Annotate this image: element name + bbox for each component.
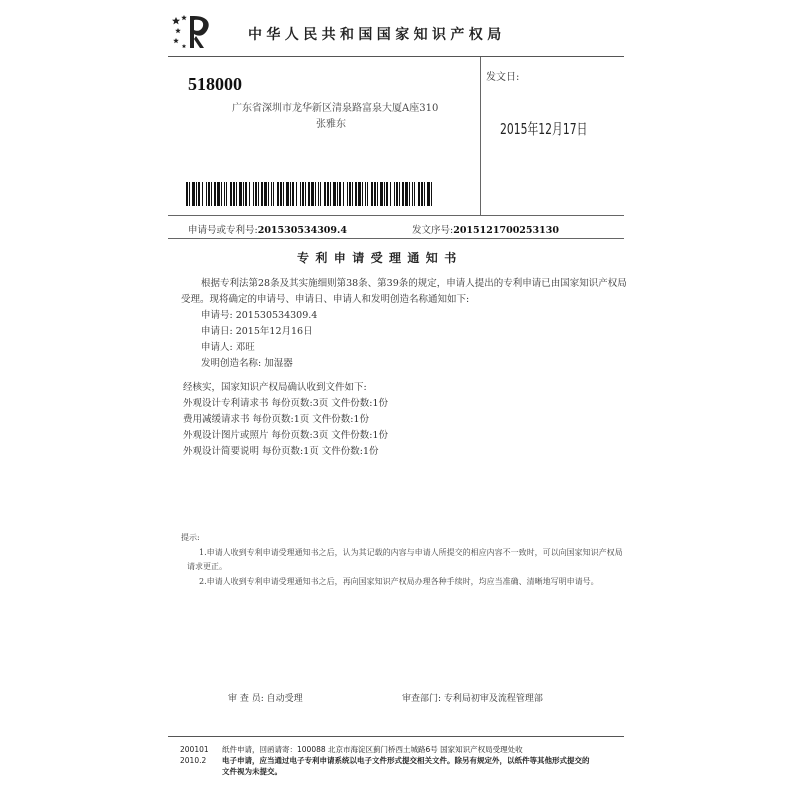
received-file-item: 外观设计专利请求书 每份页数:3页 文件份数:1份 bbox=[183, 398, 389, 409]
received-file-item: 费用减缓请求书 每份页数:1页 文件份数:1份 bbox=[183, 414, 370, 425]
examining-department-line: 审查部门: 专利局初审及流程管理部 bbox=[402, 694, 543, 704]
footer-form-version: 2010.2 bbox=[180, 756, 207, 765]
footer-paper-filing-note: 纸件申请，回函请寄：100088 北京市海淀区蓟门桥西土城路6号 国家知识产权局受理处收 bbox=[222, 745, 523, 754]
tip-1-line-1: 1.申请人收到专利申请受理通知书之后，认为其记载的内容与申请人所提交的相应内容不一致时，可以向国家知识产权局 bbox=[199, 548, 623, 557]
footer-divider bbox=[168, 736, 624, 737]
field-application-date: 申请日: 2015年12月16日 bbox=[201, 326, 313, 337]
application-number-value: 201530534309.4 bbox=[257, 225, 347, 236]
office-name: 中华人民共和国国家知识产权局 bbox=[248, 27, 506, 43]
footer-electronic-filing-note-cont: 文件视为未提交。 bbox=[222, 767, 282, 776]
send-serial-value: 2015121700253130 bbox=[453, 225, 559, 236]
footer-electronic-filing-note: 电子申请，应当通过电子专利申请系统以电子文件形式提交相关文件。除另有规定外，以纸件等其他形式提交的 bbox=[222, 756, 590, 765]
address-box-bottom-divider bbox=[168, 215, 624, 216]
send-date-label: 发文日: bbox=[486, 72, 520, 83]
tip-1-line-2: 请求更正。 bbox=[187, 562, 227, 571]
field-application-number: 申请号: 201530534309.4 bbox=[201, 310, 318, 321]
field-invention-title: 发明创造名称: 加湿器 bbox=[201, 358, 293, 369]
numbers-divider bbox=[168, 238, 624, 239]
verification-statement: 经核实，国家知识产权局确认收到文件如下: bbox=[183, 382, 367, 393]
field-applicant: 申请人: 邓旺 bbox=[201, 342, 255, 353]
address-box-divider bbox=[480, 57, 481, 215]
received-file-item: 外观设计图片或照片 每份页数:3页 文件份数:1份 bbox=[183, 430, 389, 441]
recipient-name: 张雅东 bbox=[316, 119, 346, 130]
tip-2: 2.申请人收到专利申请受理通知书之后，再向国家知识产权局办理各种手续时，均应当准确、清晰地写明申请号。 bbox=[199, 577, 599, 586]
postcode: 518000 bbox=[188, 74, 242, 94]
tips-label: 提示: bbox=[181, 533, 200, 542]
application-number-label: 申请号或专利号: bbox=[188, 225, 258, 236]
send-serial-line bbox=[412, 222, 559, 236]
send-date-stamp: 2015年12月17日 bbox=[500, 120, 588, 138]
document-title: 专利申请受理通知书 bbox=[297, 251, 463, 265]
recipient-address: 广东省深圳市龙华新区清泉路富泉大厦A座310 bbox=[232, 103, 439, 114]
application-number-line bbox=[188, 222, 347, 236]
received-file-item: 外观设计简要说明 每份页数:1页 文件份数:1份 bbox=[183, 446, 379, 457]
notice-paragraph-line-1: 根据专利法第28条及其实施细则第38条、第39条的规定，申请人提出的专利申请已由国家知识产权局 bbox=[201, 278, 627, 289]
header-divider bbox=[168, 56, 624, 57]
examiner-line: 审 查 员: 自动受理 bbox=[228, 694, 303, 704]
footer-form-code: 200101 bbox=[180, 745, 209, 754]
barcode bbox=[186, 182, 432, 206]
notice-paragraph-line-2: 受理。现将确定的申请号、申请日、申请人和发明创造名称通知如下: bbox=[181, 294, 470, 305]
send-serial-label: 发文序号: bbox=[412, 225, 454, 236]
cnipa-logo-icon bbox=[172, 14, 214, 50]
